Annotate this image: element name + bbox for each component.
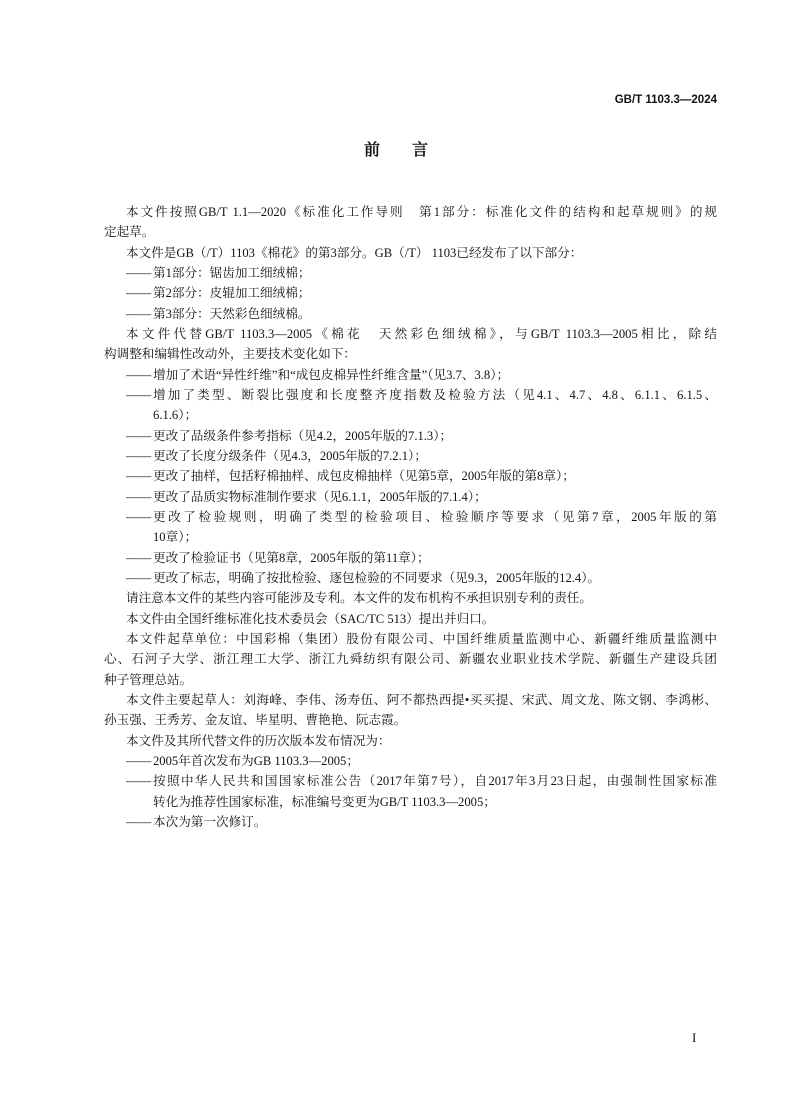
list-item-line: 10章）；	[153, 530, 198, 545]
list-item-text	[153, 812, 717, 832]
list-dash: ——	[126, 469, 152, 484]
list-dash: ——	[126, 367, 152, 382]
list-dash: ——	[126, 265, 152, 280]
paragraph-replaces	[104, 324, 717, 365]
list-item	[104, 548, 717, 568]
list-item-text	[153, 487, 717, 507]
list-item	[104, 751, 717, 771]
list-item	[104, 568, 717, 588]
paragraph-history-intro	[104, 731, 717, 751]
list-item-text	[153, 548, 717, 568]
list-item-line: 更改了品级条件参考指标（见4.2，2005年版的7.1.3）；	[153, 428, 453, 443]
list-dash: ——	[126, 387, 152, 402]
list-item	[104, 365, 717, 385]
list-item-line: 更改了抽样，包括籽棉抽样、成包皮棉抽样（见第5章，2005年版的第8章）；	[153, 469, 575, 484]
paragraph-line: 本文件及其所代替文件的历次版本发布情况为：	[126, 733, 391, 748]
page-title: 前 言	[363, 140, 428, 159]
paragraph-drafting-rules	[104, 202, 717, 243]
list-item-line: 增加了类型、断裂比强度和长度整齐度指数及检验方法（见4.1、4.7、4.8、6.1.1、6.1.5、	[153, 387, 717, 402]
list-dash: ——	[126, 286, 152, 301]
list-item-text	[153, 446, 717, 466]
list-item-line: 6.1.6）；	[153, 408, 198, 423]
list-item-line: 转化为推荐性国家标准，标准编号变更为GB/T 1103.3—2005；	[153, 794, 496, 809]
list-item-text	[153, 263, 717, 283]
paragraph-line: 种子管理总站。	[104, 672, 193, 687]
list-item	[104, 283, 717, 303]
list-dash: ——	[126, 306, 152, 321]
list-item-line: 更改了检验规则，明确了类型的检验项目、检验顺序等要求（见第7章，2005年版的第	[153, 509, 717, 524]
paragraph-line: 本文件代替GB/T 1103.3—2005《棉花 天然彩色细绒棉》，与GB/T 1103.3—2005相比，除结	[126, 326, 717, 341]
list-item-text	[153, 466, 717, 486]
list-dash: ——	[126, 814, 152, 829]
list-item-line: 更改了品质实物标准制作要求（见6.1.1，2005年版的7.1.4）；	[153, 489, 487, 504]
paragraph-patent-notice	[104, 588, 717, 608]
paragraph-line: 本文件按照GB/T 1.1—2020《标准化工作导则 第1部分：标准化文件的结构和起草规则》的规	[126, 205, 717, 219]
list-item-text	[153, 385, 717, 426]
paragraph-line: 本文件由全国纤维标准化技术委员会（SAC/TC 513）提出并归口。	[126, 611, 495, 626]
standard-code: GB/T 1103.3—2024	[614, 94, 717, 106]
list-item-line: 增加了术语“异性纤维”和“成包皮棉异性纤维含量”（见3.7、3.8）；	[153, 367, 510, 382]
list-item-text	[153, 283, 717, 303]
list-item-text	[153, 568, 717, 588]
list-item-text	[153, 507, 717, 548]
page-number: I	[692, 1030, 697, 1045]
list-item-text	[153, 771, 717, 812]
list-item	[104, 487, 717, 507]
list-item	[104, 812, 717, 832]
paragraph-proposed-by	[104, 609, 717, 629]
list-dash: ——	[126, 753, 152, 768]
paragraph-line: 心、石河子大学、浙江理工大学、浙江九舜纺织有限公司、新疆农业职业技术学院、新疆生产建设兵团	[104, 652, 717, 667]
list-item	[104, 263, 717, 283]
list-dash: ——	[126, 509, 152, 524]
list-dash: ——	[126, 489, 152, 504]
paragraph-line: 孙玉强、王秀芳、金友谊、毕星明、曹艳艳、阮志霞。	[104, 713, 407, 728]
list-item	[104, 446, 717, 466]
paragraph-line: 本文件主要起草人：刘海峰、李伟、汤寿伍、阿不都热西提•买买提、宋武、周文龙、陈文钢、李鸿彬、	[126, 692, 717, 707]
list-dash: ——	[126, 774, 152, 789]
list-item	[104, 426, 717, 446]
list-item-line: 更改了长度分级条件（见4.3，2005年版的7.2.1）；	[153, 448, 427, 463]
paragraph-line: 本文件起草单位：中国彩棉（集团）股份有限公司、中国纤维质量监测中心、新疆纤维质量监测中	[126, 631, 717, 646]
paragraph-line: 本文件是GB（/T）1103《棉花》的第3部分。GB（/T） 1103已经发布了以下部分：	[126, 245, 583, 260]
list-item-line: 2005年首次发布为GB 1103.3—2005；	[153, 753, 359, 768]
list-dash: ——	[126, 428, 152, 443]
list-item-line: 更改了检验证书（见第8章，2005年版的第11章）；	[153, 550, 430, 565]
list-dash: ——	[126, 550, 152, 565]
list-item-text	[153, 426, 717, 446]
list-item-line: 更改了标志，明确了按批检验、逐包检验的不同要求（见9.3，2005年版的12.4）。	[153, 570, 601, 585]
paragraph-drafting-units	[104, 629, 717, 690]
list-item-text	[153, 304, 717, 324]
list-item-text	[153, 751, 717, 771]
paragraph-line: 请注意本文件的某些内容可能涉及专利。本文件的发布机构不承担识别专利的责任。	[126, 591, 592, 606]
paragraph-line: 定起草。	[104, 225, 155, 240]
list-item-line: 第2部分：皮辊加工细绒棉；	[153, 286, 311, 301]
list-item-line: 第3部分：天然彩色细绒棉。	[153, 306, 311, 321]
list-item-text	[153, 365, 717, 385]
list-item	[104, 304, 717, 324]
list-dash: ——	[126, 448, 152, 463]
paragraph-drafters	[104, 690, 717, 731]
paragraph-line: 构调整和编辑性改动外，主要技术变化如下：	[104, 347, 356, 362]
list-item	[104, 771, 717, 812]
preface-body	[104, 202, 717, 832]
list-dash: ——	[126, 570, 152, 585]
list-item	[104, 385, 717, 426]
list-item	[104, 466, 717, 486]
list-item-line: 按照中华人民共和国国家标准公告（2017年第7号），自2017年3月23日起，由强制性国家标准	[153, 774, 717, 789]
list-item-line: 第1部分：锯齿加工细绒棉；	[153, 265, 311, 280]
list-item	[104, 507, 717, 548]
paragraph-series	[104, 243, 717, 263]
list-item-line: 本次为第一次修订。	[153, 814, 267, 829]
